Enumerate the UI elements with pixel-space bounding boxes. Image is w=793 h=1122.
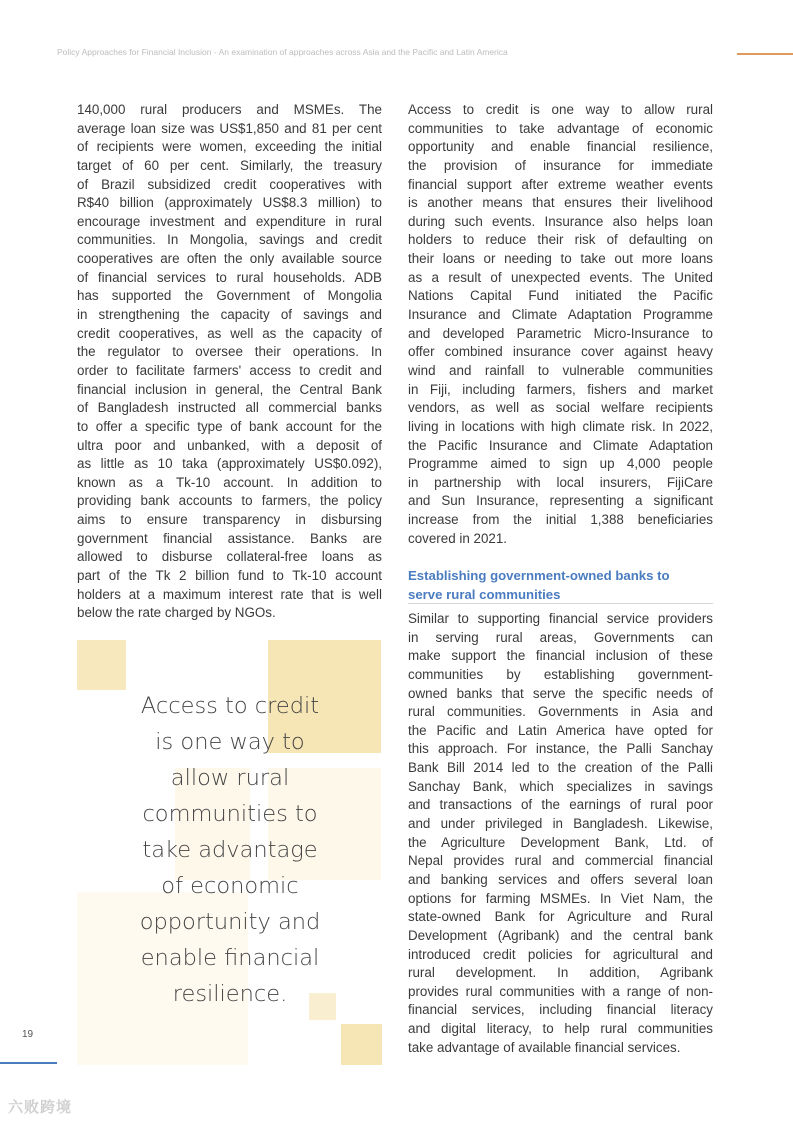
text-line: opportunity and bbox=[139, 909, 321, 935]
text-line: order to facilitate farmers' access to credit and bbox=[77, 362, 382, 378]
text-line: Access to credit is one way to allow rural bbox=[408, 102, 713, 117]
text-line: living in locations with high climate risk. In 2022, bbox=[408, 418, 713, 434]
text-line: part of the Tk 2 billion fund to Tk-10 account bbox=[77, 568, 382, 584]
text-line: known as a Tk-10 account. In addition to bbox=[77, 474, 382, 490]
text-line: rural communities. Governments in Asia and bbox=[408, 704, 713, 720]
text-line: of economic bbox=[161, 873, 299, 899]
text-line: Nations Capital Fund initiated the Pacific bbox=[408, 288, 713, 304]
text-line: enable financial bbox=[140, 945, 320, 971]
text-line: of Brazil subsidized credit cooperatives with bbox=[77, 176, 382, 192]
text-line: the Pacific Insurance and Climate Adaptation bbox=[408, 437, 713, 453]
heading-divider bbox=[408, 603, 713, 604]
text-line: and developed Parametric Micro-Insurance to bbox=[408, 325, 713, 341]
text-line: the Agriculture Development Bank, Ltd. of bbox=[408, 834, 713, 850]
text-line: increase from the initial 1,388 beneficiaries bbox=[408, 512, 713, 528]
text-line: R$40 billion (approximately US$8.3 million) to bbox=[77, 195, 382, 211]
text-line: government financial assistance. Banks are bbox=[77, 530, 382, 546]
text-line: allow rural bbox=[170, 765, 290, 791]
decor-square bbox=[77, 640, 126, 690]
text-line: their loans or needing to take out more loans bbox=[408, 251, 713, 267]
text-line: of Bangladesh instructed all commercial banks bbox=[77, 400, 382, 416]
text-line: take advantage bbox=[142, 837, 318, 863]
text-line: and digital literacy, to help rural communities bbox=[408, 1021, 713, 1037]
text-line: take advantage of available financial services. bbox=[408, 1039, 681, 1055]
text-line: Insurance and Climate Adaptation Programme bbox=[408, 307, 713, 323]
text-line: providing bank accounts to farmers, the policy bbox=[77, 493, 382, 509]
text-line: communities to take advantage of economic bbox=[408, 120, 713, 136]
text-line: is another means that ensures their livelihood bbox=[408, 195, 713, 211]
text-line: of financial services to rural households. ADB bbox=[77, 269, 382, 285]
text-line: in serving rural areas, Governments can bbox=[408, 629, 713, 645]
text-line: cooperatives are often the only available source bbox=[77, 251, 382, 267]
text-line: aims to ensure transparency in disbursing bbox=[77, 512, 382, 528]
text-line: options for farming MSMEs. In Viet Nam, the bbox=[408, 890, 713, 906]
text-line: financial inclusion in general, the Central Bank bbox=[77, 381, 382, 397]
decor-square bbox=[341, 1024, 382, 1065]
text-line: holders to reduce their risk of defaulting on bbox=[408, 232, 713, 248]
text-line: average loan size was US$1,850 and 81 per cent bbox=[77, 120, 382, 136]
text-line: serve rural communities bbox=[408, 586, 561, 602]
watermark-logo: 六败跨境 bbox=[8, 1099, 73, 1116]
pull-quote bbox=[110, 688, 350, 1012]
text-line: resilience. bbox=[172, 981, 288, 1007]
text-line: financial services, including financial literacy bbox=[408, 1002, 713, 1018]
text-line: and Sun Insurance, representing a significant bbox=[408, 493, 713, 509]
running-header: Policy Approaches for Financial Inclusion - An examination of approaches across Asia and the Pacific and Latin America bbox=[57, 47, 508, 57]
right-column-paragraph-1 bbox=[408, 101, 713, 548]
text-line: and transactions of the earnings of rural poor bbox=[408, 797, 713, 813]
text-line: encourage investment and expenditure in rural bbox=[77, 213, 382, 229]
text-line: Nepal provides rural and commercial financial bbox=[408, 853, 713, 869]
text-line: communities to bbox=[142, 801, 318, 827]
text-line: Programme aimed to sign up 4,000 people bbox=[408, 456, 713, 472]
text-line: has supported the Government of Mongolia bbox=[77, 288, 382, 304]
text-line: as a result of unexpected events. The United bbox=[408, 269, 713, 285]
text-line: to offer a specific type of bank account for the bbox=[77, 418, 382, 434]
text-line: state-owned Bank for Agriculture and Rural bbox=[408, 909, 713, 925]
section-heading bbox=[408, 567, 713, 604]
page-number-bar bbox=[0, 1062, 57, 1064]
text-line: in strengthening the capacity of savings and bbox=[77, 307, 382, 323]
text-line: Access to credit bbox=[140, 693, 320, 719]
text-line: of recipients were women, exceeding the initial bbox=[77, 139, 382, 155]
text-line: rural development. In addition, Agribank bbox=[408, 965, 713, 981]
text-line: introduced credit policies for agricultural and bbox=[408, 946, 713, 962]
text-line: covered in 2021. bbox=[408, 530, 508, 546]
header-accent-bar bbox=[737, 53, 793, 55]
text-line: vendors, as well as social welfare recipients bbox=[408, 400, 713, 416]
text-line: owned banks that serve the specific needs of bbox=[408, 685, 713, 701]
text-line: opportunity and enable financial resilience, bbox=[408, 139, 713, 155]
text-line: holders at a maximum interest rate that is well bbox=[77, 586, 382, 602]
right-column-paragraph-2 bbox=[408, 610, 713, 1057]
text-line: in Fiji, including farmers, fishers and market bbox=[408, 381, 713, 397]
text-line: and under privileged in Bangladesh. Likewise, bbox=[408, 816, 713, 832]
text-line: communities by establishing government- bbox=[408, 666, 713, 682]
text-line: during such events. Insurance also helps loan bbox=[408, 213, 713, 229]
text-line: offer combined insurance cover against heavy bbox=[408, 344, 713, 360]
text-line: Similar to supporting financial service providers bbox=[408, 611, 713, 626]
left-column-text bbox=[77, 101, 382, 623]
text-line: this approach. For instance, the Palli Sanchay bbox=[408, 741, 713, 757]
text-line: provides rural communities with a range of non- bbox=[408, 983, 713, 999]
text-line: below the rate charged by NGOs. bbox=[77, 605, 276, 621]
text-line: the Pacific and Latin America have opted for bbox=[408, 722, 713, 738]
text-line: make support the financial inclusion of these bbox=[408, 648, 713, 664]
page-number: 19 bbox=[22, 1029, 34, 1040]
text-line: wind and rainfall to vulnerable communities bbox=[408, 362, 713, 378]
text-line: Bank Bill 2014 led to the creation of the Palli bbox=[408, 760, 713, 776]
text-line: ultra poor and unbanked, with a deposit of bbox=[77, 437, 382, 453]
text-line: Establishing government-owned banks to bbox=[408, 568, 670, 583]
text-line: is one way to bbox=[155, 729, 305, 755]
text-line: credit cooperatives, as well as the capacity of bbox=[77, 325, 382, 341]
text-line: as little as 10 taka (approximately US$0.092), bbox=[77, 456, 382, 472]
text-line: and banking services and offers several loan bbox=[408, 871, 713, 887]
text-line: in partnership with local insurers, FijiCare bbox=[408, 474, 713, 490]
text-line: the provision of insurance for immediate bbox=[408, 157, 713, 173]
text-line: Sanchay Bank, which specializes in savings bbox=[408, 778, 713, 794]
text-line: financial support after extreme weather events bbox=[408, 176, 713, 192]
text-line: target of 60 per cent. Similarly, the treasury bbox=[77, 157, 382, 173]
text-line: the regulator to oversee their operations. In bbox=[77, 344, 382, 360]
text-line: communities. In Mongolia, savings and credit bbox=[77, 232, 382, 248]
text-line: allowed to disburse collateral-free loans as bbox=[77, 549, 382, 565]
text-line: 140,000 rural producers and MSMEs. The bbox=[77, 102, 382, 117]
text-line: Development (Agribank) and the central bank bbox=[408, 927, 713, 943]
